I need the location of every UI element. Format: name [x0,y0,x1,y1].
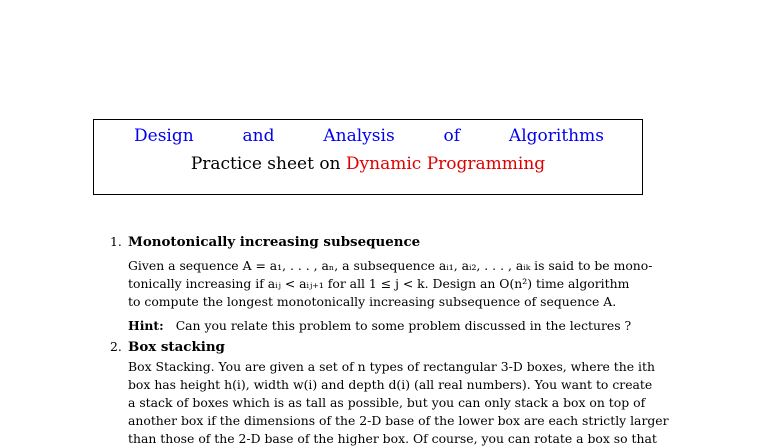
hint-text: Can you relate this problem to some problem discussed in the lectures ? [175,318,632,333]
problem-2 [110,338,669,448]
sheet-subtitle [94,154,642,174]
title-word: Design [134,126,194,146]
problem-title: Monotonically increasing subsequence [128,234,421,250]
subtitle-topic: Dynamic Programming [345,154,546,174]
hint [128,317,650,335]
problem-body [128,358,669,448]
problem-text-line: than those of the 2-D base of the higher box. Of course, you can rotate a box so that [128,431,657,446]
title-box [93,119,643,195]
subtitle-prefix: Practice sheet on [190,154,341,174]
problem-number: 1. [110,234,122,249]
problem-text-line: tonically increasing if aᵢⱼ < aᵢⱼ₊₁ for all 1 ≤ j < k. Design an O(n²) time algorithm [128,276,630,291]
problem-number: 2. [110,339,122,354]
title-word: Analysis [323,126,395,146]
title-word: Algorithms [508,126,604,146]
hint-label: Hint: [128,318,164,333]
problem-body [128,257,653,335]
problem-text-line: Given a sequence A = a₁, . . . , aₙ, a subsequence aᵢ₁, aᵢ₂, . . . , aᵢₖ is said to be mono- [128,258,653,273]
course-title [134,126,604,146]
problem-text-line: another box if the dimensions of the 2-D base of the lower box are each strictly larger [128,413,669,428]
title-word: of [443,126,461,146]
problem-1 [110,233,653,335]
title-word: and [242,126,275,146]
problem-text-line: Box Stacking. You are given a set of n types of rectangular 3-D boxes, where the ith [128,359,655,374]
problem-text-line: box has height h(i), width w(i) and depth d(i) (all real numbers). You want to create [128,377,653,392]
problem-title: Box stacking [128,339,225,355]
problem-text-line: a stack of boxes which is as tall as possible, but you can only stack a box on top of [128,395,646,410]
problem-text-line: to compute the longest monotonically increasing subsequence of sequence A. [128,294,617,309]
